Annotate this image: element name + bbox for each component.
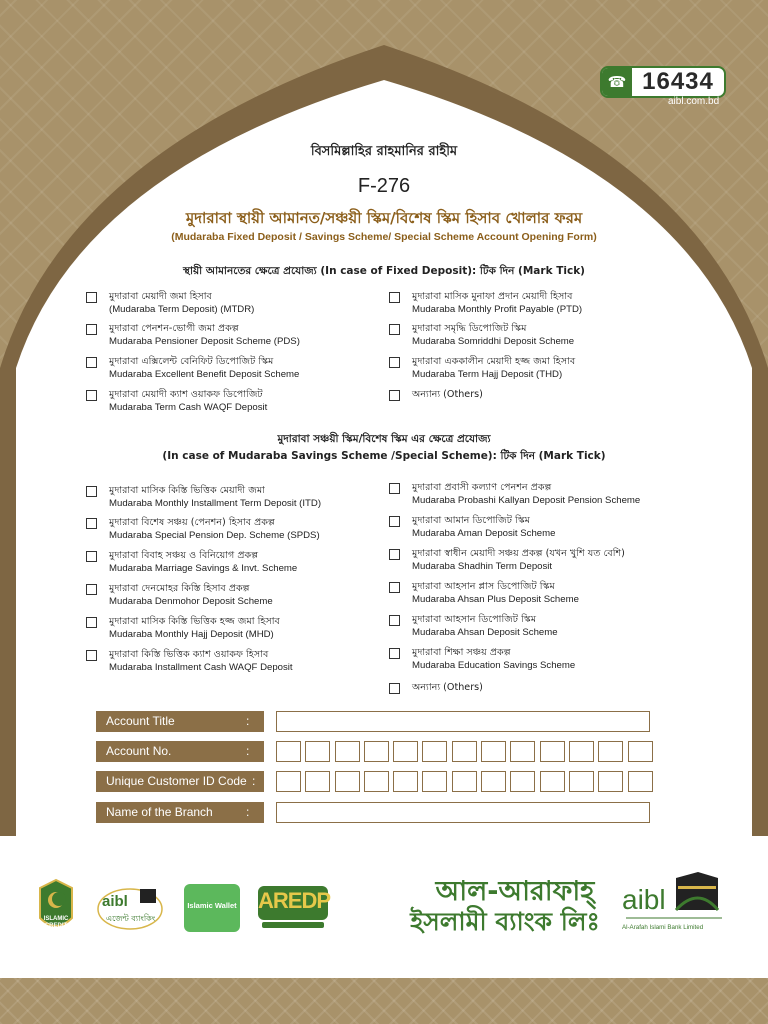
colon: : [246,805,250,819]
option-label-bn: মুদারাবা দেনমোহর কিস্তি হিসাব প্রকল্প [109,583,250,594]
colon: : [252,774,256,788]
unique-id-label: Unique Customer ID Code [96,771,264,792]
digit-cell[interactable] [569,771,594,792]
option-label-en: Mudaraba Monthly Installment Term Deposit (ITD) [109,498,322,509]
checkbox[interactable] [86,551,97,562]
option-label-en: Mudaraba Denmohor Deposit Scheme [109,596,273,607]
option-label-bn: মুদারাবা বিশেষ সঞ্চয় (পেনশন) হিসাব প্রকল্প [109,517,275,528]
digit-cell[interactable] [481,771,506,792]
option-label-bn: মুদারাবা বিবাহ সঞ্চয় ও বিনিয়োগ প্রকল্প [109,550,259,561]
digit-cell[interactable] [305,771,330,792]
digit-cell[interactable] [305,741,330,762]
checkbox[interactable] [389,549,400,560]
option-label-en: Mudaraba Marriage Savings & Invt. Scheme [109,563,298,574]
checkbox[interactable] [86,486,97,497]
digit-cell[interactable] [364,741,389,762]
aibl-logo-english: Al-Arafah Islami Bank Limited [622,924,704,931]
agent-banking-logo [96,883,164,933]
ss-option-ahsan[interactable] [389,613,558,639]
fd-option-mtdr[interactable] [86,290,254,316]
digit-cell[interactable] [569,741,594,762]
option-label-en: Mudaraba Pensioner Deposit Scheme (PDS) [109,336,300,347]
agent-logo-text: aibl [102,893,128,910]
option-label-bn: মুদারাবা আমান ডিপোজিট স্কিম [412,515,530,526]
option-label-bn: মুদারাবা মাসিক কিস্তি ভিত্তিক হজ্জ জমা হিসাব [109,616,280,627]
islamic-wallet-logo [184,884,240,932]
ss-option-spds[interactable] [86,516,320,542]
option-label-bn: মুদারাবা আহসান প্লাস ডিপোজিট স্কিম [412,581,555,592]
aredp-logo [258,886,331,930]
option-label-bn: মুদারাবা এককালীন মেয়াদী হজ্জ জমা হিসাব [412,356,576,367]
phone-icon: ☎ [602,68,632,96]
option-label-bn: মুদারাবা মাসিক কিস্তি ভিত্তিক মেয়াদী জমা [109,485,265,496]
account-title-label: Account Title [96,711,264,732]
aibl-bank-logo [618,870,726,942]
ss-option-shadhin[interactable] [389,547,625,573]
form-title-bangla: মুদারাবা স্থায়ী আমানত/সঞ্চয়ী স্কিম/বিশেষ স্কিম হিসাব খোলার ফরম [185,209,583,227]
option-label-bn: মুদারাবা মেয়াদী ক্যাশ ওয়াকফ ডিপোজিট [109,389,263,400]
option-label-en: Mudaraba Special Pension Dep. Scheme (SPDS) [109,530,320,541]
unique-id-input[interactable] [276,771,657,792]
option-label-en: Mudaraba Aman Deposit Scheme [412,528,556,539]
option-label-bn: অন্যান্য (Others) [412,682,483,693]
checkbox[interactable] [389,292,400,303]
option-label-en: Mudaraba Ahsan Plus Deposit Scheme [412,594,579,605]
fd-option-thd[interactable] [389,355,575,381]
form-title-english: (Mudaraba Fixed Deposit / Savings Scheme/ Special Scheme Account Opening Form) [171,231,597,243]
savings-scheme-heading-2: (In case of Mudaraba Savings Scheme /Special Scheme): টিক দিন (Mark Tick) [162,450,606,462]
ss-option-installment-waqf[interactable] [86,648,293,674]
islamic-credit-card-text: ISLAMIC CREDIT CARD [43,916,69,936]
hotline-number: 16434 [642,68,714,95]
option-label-en: Mudaraba Monthly Profit Payable (PTD) [412,304,583,315]
checkbox[interactable] [86,650,97,661]
fd-option-pds[interactable] [86,322,300,348]
hotline-badge[interactable] [600,66,726,98]
bank-name-line1: আল-আরাফাহ্ [435,876,595,907]
savings-scheme-heading-1: মুদারাবা সঞ্চয়ী স্কিম/বিশেষ স্কিম এর ক্ষেত্রে প্রযোজ্য [277,433,491,445]
fd-option-others[interactable] [389,388,483,401]
digit-cell[interactable] [393,741,418,762]
ss-option-ahsan-plus[interactable] [389,580,579,606]
option-label-en: Mudaraba Excellent Benefit Deposit Scheme [109,369,300,380]
option-label-bn: মুদারাবা স্বাধীন মেয়াদী সঞ্চয় প্রকল্প (যখন খুশি যত বেশি) [412,548,625,559]
checkbox[interactable] [389,324,400,335]
checkbox[interactable] [86,357,97,368]
checkbox[interactable] [86,292,97,303]
digit-cell[interactable] [452,771,477,792]
digit-cell[interactable] [335,741,360,762]
option-label-bn: মুদারাবা সমৃদ্ধি ডিপোজিট স্কিম [412,323,527,334]
aibl-logo-text: aibl [622,884,666,915]
ss-option-marriage[interactable] [86,549,297,575]
option-label-en: Mudaraba Somriddhi Deposit Scheme [412,336,575,347]
option-label-bn: অন্যান্য (Others) [412,389,483,400]
bank-name-line2: ইসলামী ব্যাংক লিঃ [410,907,600,936]
digit-cell[interactable] [510,771,535,792]
checkbox[interactable] [389,615,400,626]
digit-cell[interactable] [628,741,653,762]
checkbox[interactable] [389,390,400,401]
checkbox[interactable] [86,584,97,595]
option-label-en: Mudaraba Ahsan Deposit Scheme [412,627,558,638]
digit-cell[interactable] [422,741,447,762]
branch-label: Name of the Branch [96,802,264,823]
option-label-en: Mudaraba Monthly Hajj Deposit (MHD) [109,629,274,640]
option-label-en: (Mudaraba Term Deposit) (MTDR) [109,304,255,315]
option-label-bn: মুদারাবা এক্সিলেন্ট বেনিফিট ডিপোজিট স্কিম [109,356,274,367]
digit-cell[interactable] [422,771,447,792]
account-title-input[interactable] [276,711,650,732]
option-label-en: Mudaraba Term Hajj Deposit (THD) [412,369,563,380]
branch-input[interactable] [276,802,650,823]
ss-option-mhd[interactable] [86,615,280,641]
checkbox[interactable] [389,582,400,593]
digit-cell[interactable] [481,741,506,762]
option-label-en: Mudaraba Installment Cash WAQF Deposit [109,662,293,673]
ss-option-denmohor[interactable] [86,582,273,608]
checkbox[interactable] [86,617,97,628]
option-label-bn: মুদারাবা মাসিক মুনাফা প্রদান মেয়াদী হিসাব [412,291,573,302]
ss-option-education[interactable] [389,646,575,672]
digit-cell[interactable] [393,771,418,792]
digit-cell[interactable] [364,771,389,792]
digit-cell[interactable] [510,741,535,762]
checkbox[interactable] [389,516,400,527]
digit-cell[interactable] [628,771,653,792]
digit-cell[interactable] [598,771,623,792]
islamic-credit-card-logo [36,878,76,936]
option-label-bn: মুদারাবা পেনশন-ভোগী জমা প্রকল্প [109,323,239,334]
form-code: F-276 [357,175,411,197]
option-label-en: Mudaraba Probashi Kallyan Deposit Pension Scheme [412,495,641,506]
fd-option-ptd[interactable] [389,290,582,316]
checkbox[interactable] [389,648,400,659]
fd-option-term-cash-waqf[interactable] [86,388,267,414]
account-no-input[interactable] [276,741,657,762]
account-no-label: Account No. [96,741,264,762]
agent-banking-text: এজেন্ট ব্যাংকিং [106,914,156,923]
digit-cell[interactable] [540,771,565,792]
fd-option-somriddhi[interactable] [389,322,574,348]
fixed-deposit-heading: স্থায়ী আমানতের ক্ষেত্রে প্রযোজ্য (In case of Fixed Deposit): টিক দিন (Mark Tick) [183,265,585,277]
website-link[interactable]: aibl.com.bd [668,96,720,107]
aredp-text: AREDP [258,888,331,913]
option-label-en: Mudaraba Shadhin Term Deposit [412,561,553,572]
option-label-bn: মুদারাবা কিস্তি ভিত্তিক ক্যাশ ওয়াকফ হিসাব [109,649,269,660]
ss-option-aman[interactable] [389,514,555,540]
ss-option-others[interactable] [389,681,483,694]
option-label-en: Mudaraba Education Savings Scheme [412,660,576,671]
colon: : [246,744,250,758]
checkbox[interactable] [389,683,400,694]
wallet-text: Islamic Wallet [187,901,237,910]
digit-cell[interactable] [276,741,301,762]
checkbox[interactable] [86,518,97,529]
pattern-background-bottom [0,978,768,1024]
option-label-bn: মুদারাবা আহসান ডিপোজিট স্কিম [412,614,537,625]
option-label-bn: মুদারাবা শিক্ষা সঞ্চয় প্রকল্প [412,647,511,658]
bismillah-text: বিসমিল্লাহির রাহমানির রাহীম [310,144,458,159]
checkbox[interactable] [389,357,400,368]
option-label-bn: মুদারাবা প্রবাসী কল্যাণ পেনশন প্রকল্প [412,482,552,493]
digit-cell[interactable] [598,741,623,762]
checkbox[interactable] [389,483,400,494]
fd-option-excellent-benefit[interactable] [86,355,299,381]
digit-cell[interactable] [540,741,565,762]
checkbox[interactable] [86,390,97,401]
ss-option-itd[interactable] [86,484,321,510]
digit-cell[interactable] [452,741,477,762]
option-label-en: Mudaraba Term Cash WAQF Deposit [109,402,268,413]
digit-cell[interactable] [335,771,360,792]
colon: : [246,714,250,728]
digit-cell[interactable] [276,771,301,792]
ss-option-probashi[interactable] [389,481,640,507]
checkbox[interactable] [86,324,97,335]
option-label-bn: মুদারাবা মেয়াদী জমা হিসাব [109,291,212,302]
